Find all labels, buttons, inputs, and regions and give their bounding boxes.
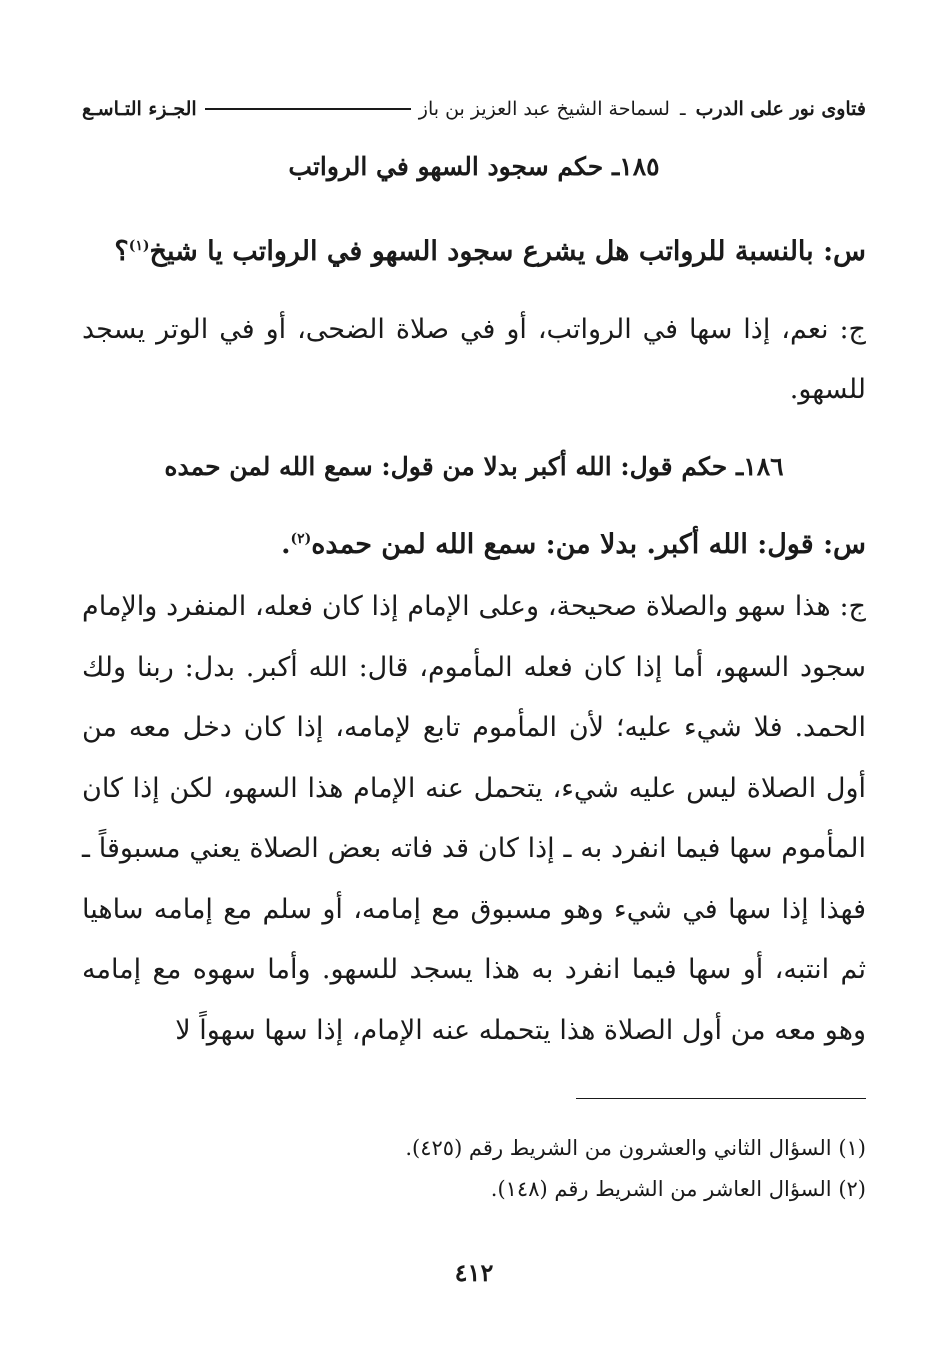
header-author: لسماحة الشيخ عبد العزيز بن باز <box>418 98 670 120</box>
fatwa-186-question <box>82 515 866 575</box>
fatwa-186-title: ١٨٦ـ حكم قول: الله أكبر بدلا من قول: سمع الله لمن حمده <box>164 452 784 481</box>
header-book-title: فتاوى نور على الدرب <box>695 98 866 120</box>
fatwa-185-answer <box>82 300 866 420</box>
header-rule <box>205 108 411 110</box>
header-separator: ـ <box>680 98 686 120</box>
fatwa-186-question-text: س: قول: الله أكبر. بدلا من: سمع الله لمن حمده <box>311 529 866 560</box>
header-part: الجـزء التـاسـع <box>82 98 197 120</box>
fatwa-186-answer <box>82 577 866 1061</box>
footnote-divider <box>576 1098 866 1099</box>
footnote-2: (٢) السؤال العاشر من الشريط رقم (١٤٨). <box>490 1177 866 1201</box>
fatwa-185-question-text: س: بالنسبة للرواتب هل يشرع سجود السهو في الرواتب يا شيخ <box>149 236 866 267</box>
footnote-ref-1[interactable]: (١) <box>128 238 150 254</box>
footnote-ref-2[interactable]: (٢) <box>290 531 312 547</box>
fatwa-185-title: ١٨٥ـ حكم سجود السهو في الرواتب <box>288 152 660 181</box>
fatwa-185-answer-text: ج: نعم، إذا سها في الرواتب، أو في صلاة الضحى، أو في الوتر يسجد للسهو. <box>82 314 866 405</box>
footnotes <box>82 1128 866 1210</box>
fatwa-186-question-end: . <box>281 529 291 560</box>
fatwa-185-question-end: ؟ <box>114 236 129 267</box>
header-book-info <box>419 98 866 120</box>
page-number: ٤١٢ <box>454 1258 494 1287</box>
fatwa-185-question <box>82 222 866 282</box>
footnote-1: (١) السؤال الثاني والعشرون من الشريط رقم (٤٢٥). <box>405 1136 866 1160</box>
fatwa-186-answer-text: ج: هذا سهو والصلاة صحيحة، وعلى الإمام إذا كان فعله، المنفرد والإمام سجود السهو، أما إذا كان فعله المأموم، قال: الله أكبر. بدل: ربنا ولك الحمد. فلا شيء عليه؛ لأن المأموم تابع لإمامه، إذا كان دخل معه من أول الصلاة ليس عليه شيء، يتحمل عنه الإمام هذا السهو، لكن إذا كان المأموم سها فيما انفرد به ـ إذا كان قد فاته بعض الصلاة يعني مسبوقاً ـ فهذا إذا سها في شيء وهو مسبوق مع إمامه، أو سلم مع إمامه ساهيا ثم انتبه، أو سها فيما انفرد به هذا يسجد للسهو. وأما سهوه مع إمامه وهو معه من أول الصلاة هذا يتحمله عنه الإمام، إذا سها سهواً لا <box>82 591 866 1046</box>
running-header <box>82 92 866 126</box>
